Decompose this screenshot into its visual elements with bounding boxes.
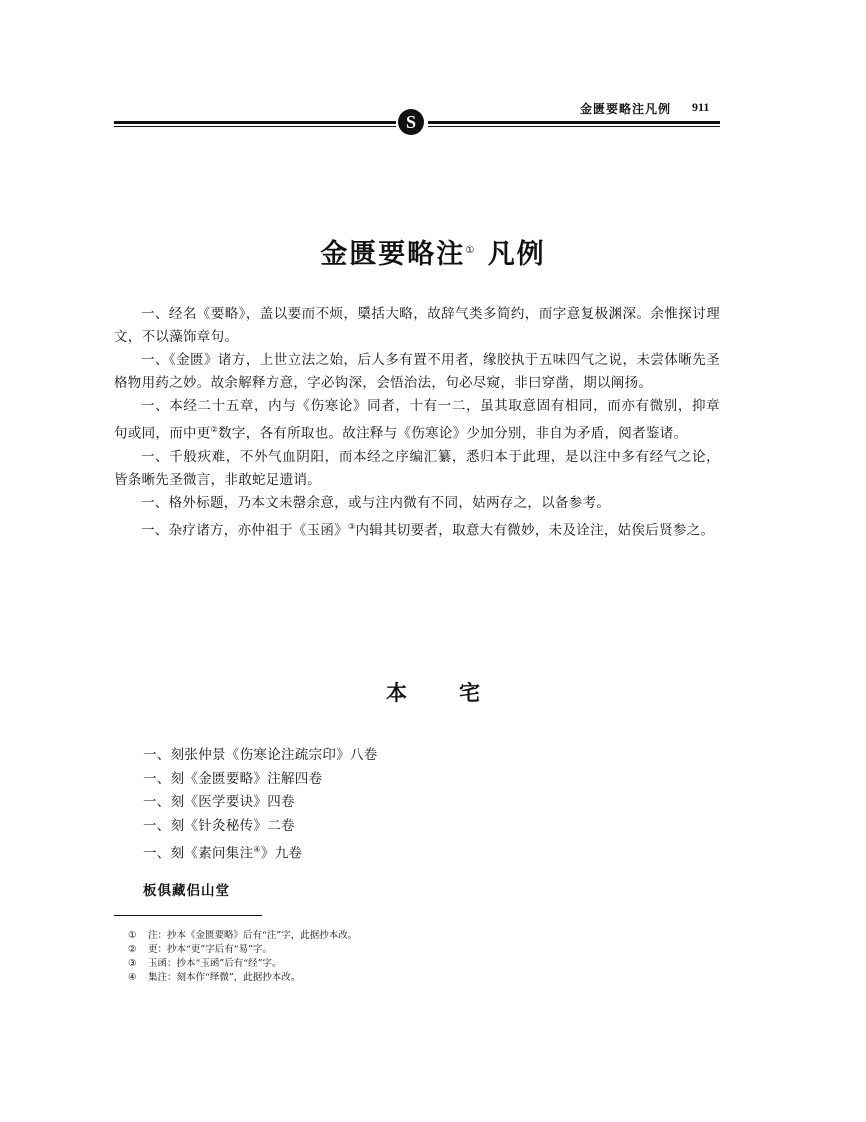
page-title (0, 232, 866, 271)
title-note-mark: ① (465, 245, 477, 256)
footnote-mark: ② (128, 944, 137, 955)
footnote-text: 玉函：抄本“玉函”后有“经”字。 (148, 958, 282, 969)
footnote-ref: ④ (253, 845, 261, 854)
section-title: 本宅 (386, 680, 532, 705)
paragraph-text: 一、杂疗诸方，亦仲祖于《玉函》 (141, 522, 348, 538)
footnote-mark: ④ (128, 972, 137, 983)
list-item: 一、刻《金匮要略》注解四卷 (143, 770, 323, 787)
paragraph: 一、《金匮》诸方，上世立法之始，后人多有置不用者，缘胶执于五味四气之说，未尝体晰先圣格物用药之妙。故余解释方意，字必钩深，会悟治法，句必尽窥，非曰穿凿，期以阐扬。 (114, 352, 720, 391)
footnote (128, 929, 357, 943)
title-main: 金匮要略注 (320, 239, 466, 270)
header-rule-right-thin (428, 126, 720, 127)
running-header (114, 100, 720, 132)
paragraph (114, 515, 720, 543)
footnote-text: 更：抄本“更”字后有“易”字。 (148, 944, 272, 955)
footnote-divider (114, 915, 262, 916)
header-rule-left (114, 121, 396, 124)
publisher-note: 板俱藏侣山堂 (143, 883, 230, 899)
footnote (128, 957, 357, 971)
preface-body (114, 303, 720, 542)
footnote (128, 971, 357, 985)
paragraph: 一、千般疢难，不外气血阴阳，而本经之序编汇纂，悉归本于此理，是以注中多有经气之论，皆条晰先圣微言，非敢蛇足遗诮。 (114, 448, 720, 488)
footnote-ref: ② (210, 425, 219, 434)
paragraph: 一、格外标题，乃本文未罄余意，或与注内微有不同，姑两存之，以备参考。 (141, 494, 611, 511)
list-item: 一、刻《医学要诀》四卷 (143, 794, 295, 810)
header-rule-right (428, 121, 720, 124)
running-title: 金匮要略注凡例 (580, 102, 672, 116)
list-item: 一、刻《素问集注④》九卷 (143, 845, 303, 862)
list-item: 一、刻张仲景《伤寒论注疏宗印》八卷 (143, 747, 378, 763)
paragraph-text: 数字，各有所取也。故注释与《伤寒论》少加分别，非自为矛盾，阅者鉴诸。 (218, 425, 688, 442)
paragraph-text: 内辑其切要者，取意大有微妙，未及诠注，姑俟后贤参之。 (355, 522, 715, 538)
footnotes (128, 929, 357, 985)
paragraph: 一、经名《要略》，盖以要而不烦，檃括大略，故辞气类多简约，而字意复极渊深。余惟探讨理文，不以藻饰章句。 (114, 306, 720, 345)
footnote-mark: ③ (128, 958, 137, 969)
header-emblem-icon: S (398, 109, 424, 135)
paragraph-text: 一、本经二十五章，内与《伤寒论》同者，十有一二，虽其取意固有相同，而亦有微别，抑章句或同，而中更 (114, 398, 720, 442)
footnote-text: 注：抄本《金匮要略》后有“注”字，此据抄本改。 (148, 930, 358, 941)
book-list (143, 744, 378, 866)
page-number: 911 (692, 100, 710, 114)
list-item: 一、刻《针灸秘传》二卷 (143, 817, 295, 834)
footnote-ref: ③ (348, 521, 356, 531)
footnote (128, 943, 357, 957)
footnote-text: 集注：刻本作“绎微”，此据抄本改。 (148, 972, 301, 983)
paragraph (114, 395, 720, 446)
header-rule-left-thin (114, 126, 396, 127)
title-tail: 凡例 (487, 239, 546, 270)
footnote-mark: ① (128, 930, 137, 941)
